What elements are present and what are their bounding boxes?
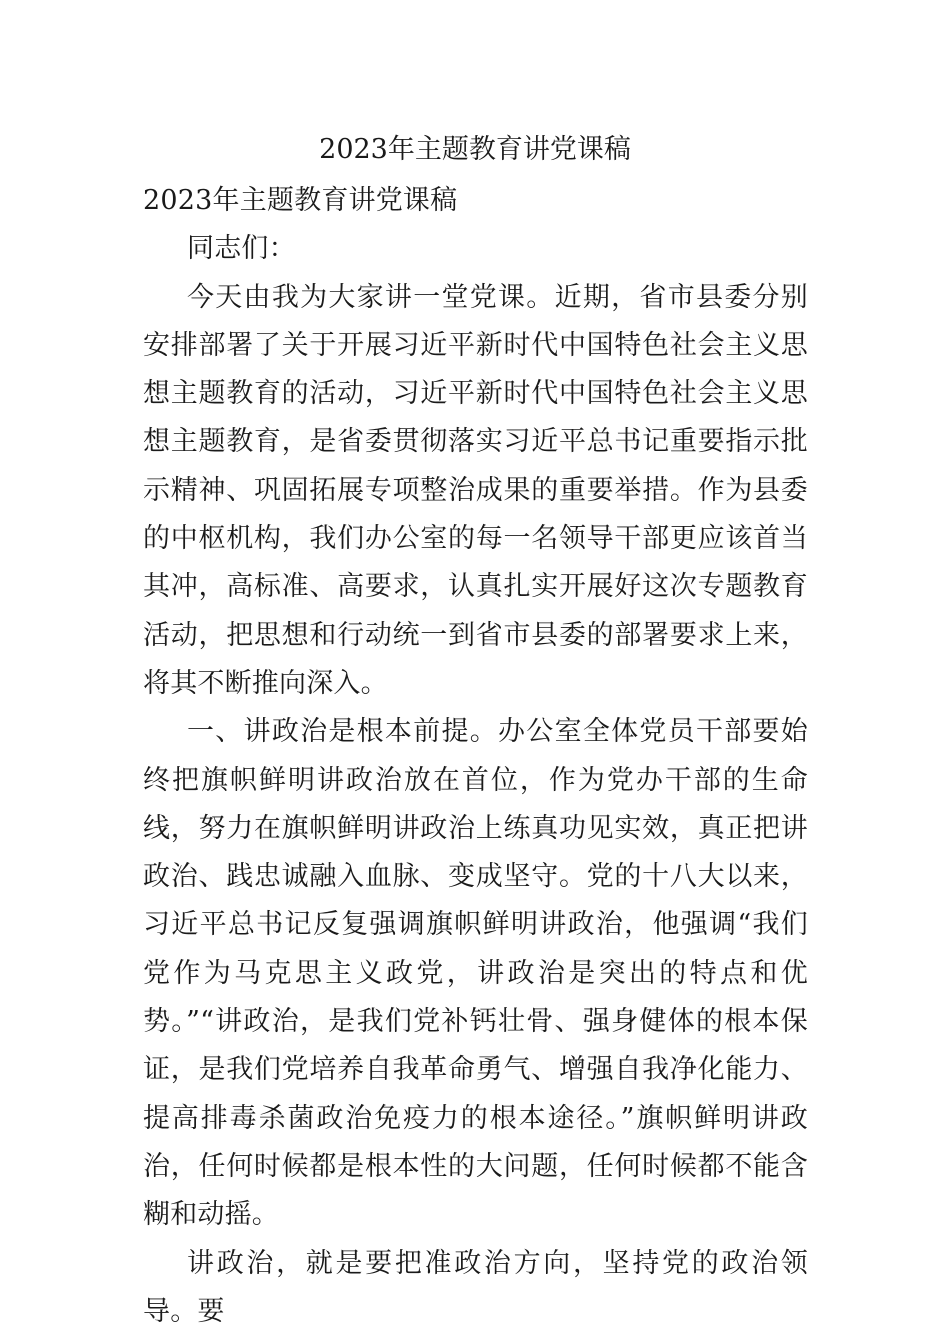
document-body	[143, 177, 808, 1336]
paragraph-intro: 今天由我为大家讲一堂党课。近期，省市县委分别安排部署了关于开展习近平新时代中国特色社会主义思想主题教育的活动，习近平新时代中国特色社会主义思想主题教育，是省委贯彻落实习近平总书记重要指示批示精神、巩固拓展专项整治成果的重要举措。作为县委的中枢机构，我们办公室的每一名领导干部更应该首当其冲，高标准、高要求，认真扎实开展好这次专题教育活动，把思想和行动统一到省市县委的部署要求上来，将其不断推向深入。	[143, 281, 808, 699]
document-subtitle: 2023年主题教育讲党课稿	[143, 185, 458, 216]
paragraph-politics: 讲政治，就是要把准政治方向，坚持党的政治领导。要	[143, 1247, 808, 1327]
paragraph-section-one: 一、讲政治是根本前提。办公室全体党员干部要始终把旗帜鲜明讲政治放在首位，作为党办干部的生命线，努力在旗帜鲜明讲政治上练真功见实效，真正把讲政治、践忠诚融入血脉、变成坚守。党的十八大以来，习近平总书记反复强调旗帜鲜明讲政治，他强调“我们党作为马克思主义政党，讲政治是突出的特点和优势。”“讲政治，是我们党补钙壮骨、强身健体的根本保证，是我们党培养自我革命勇气、增强自我净化能力、提高排毒杀菌政治免疫力的根本途径。”旗帜鲜明讲政治，任何时候都是根本性的大问题，任何时候都不能含糊和动摇。	[143, 716, 808, 1231]
salutation: 同志们：	[187, 233, 296, 265]
document-title: 2023年主题教育讲党课稿	[319, 134, 631, 165]
